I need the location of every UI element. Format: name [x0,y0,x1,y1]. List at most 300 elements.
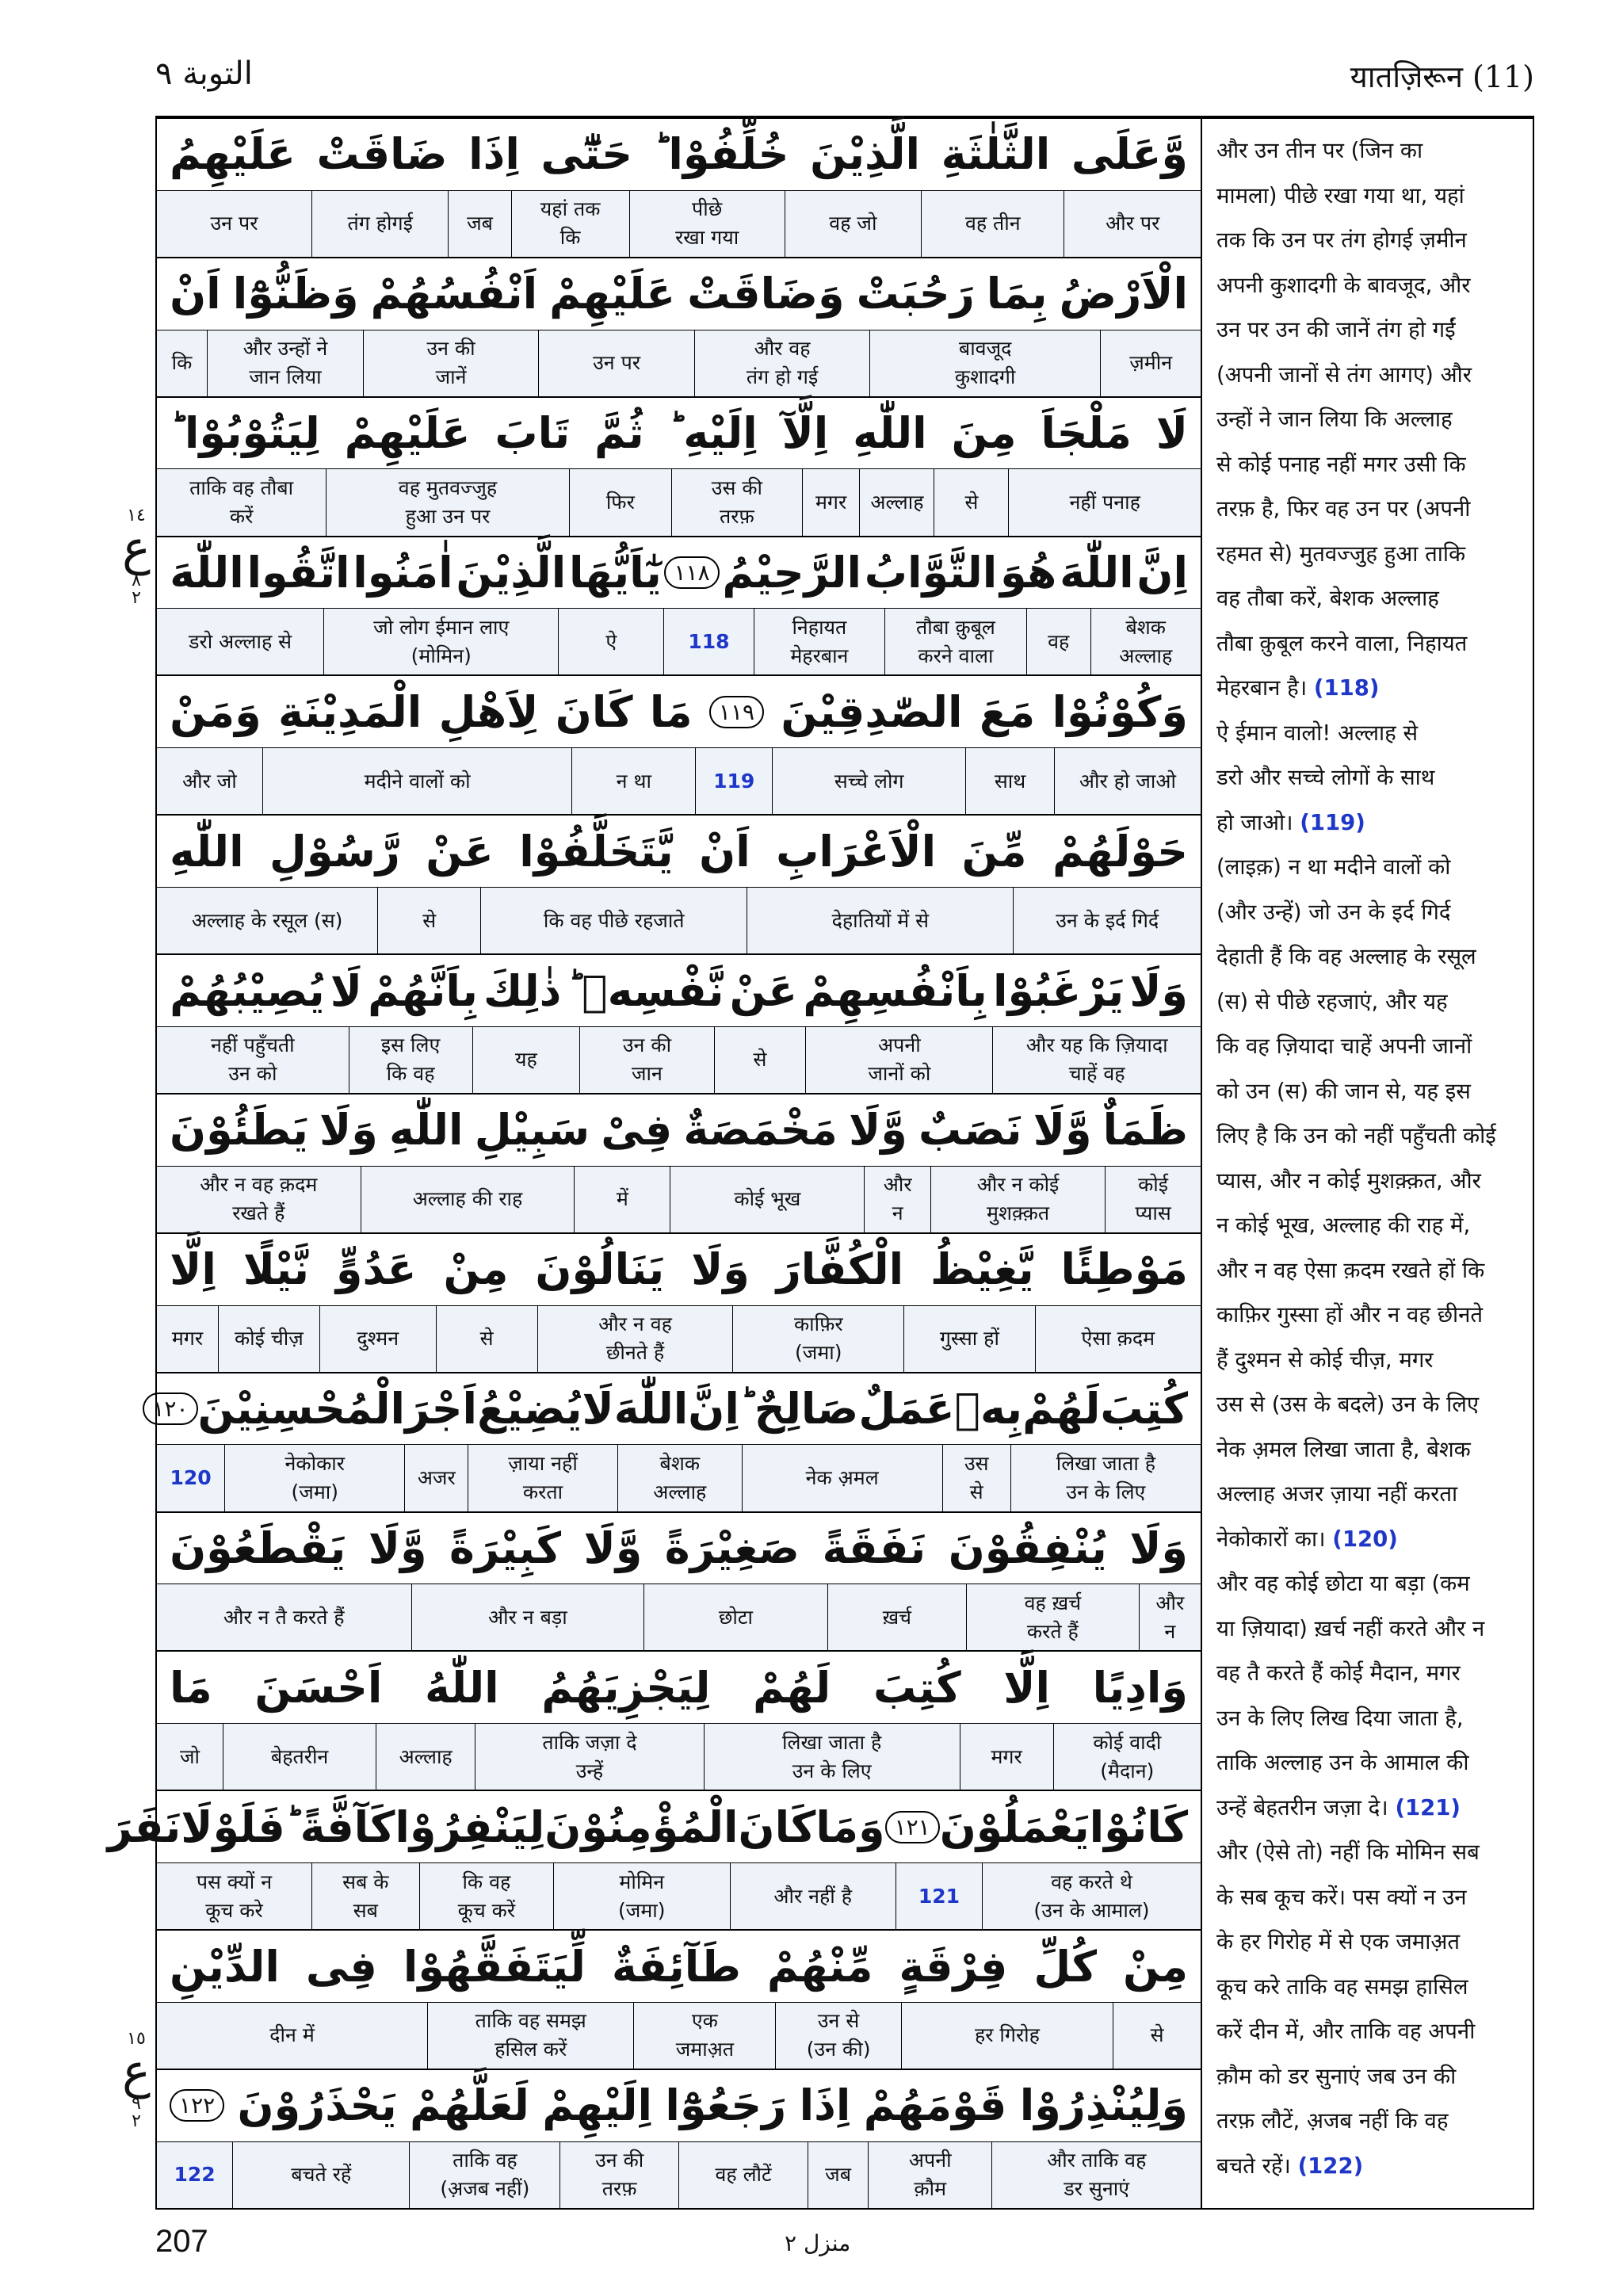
verse-line-block [157,1234,1201,1373]
word-meaning-cell: कोई चीज़ [218,1306,319,1372]
word-translation-row [157,2002,1201,2069]
ruku-verses: ٢ [132,588,141,608]
word-meaning-cell: उन से (उन की) [775,2003,901,2069]
word-translation-row [157,887,1201,953]
arabic-word: مَا [170,1662,212,1713]
arabic-line [157,1234,1201,1305]
arabic-word: حَتّٰٓى [540,129,633,180]
arabic-word: ذٰلِكَ [483,965,562,1016]
word-meaning-cell: ऐ [558,609,663,674]
arabic-line [157,119,1201,190]
word-meaning-cell: और हो जाओ [1054,748,1201,814]
arabic-line [157,955,1201,1026]
word-meaning-cell: बेशक अल्लाह [1090,609,1201,674]
arabic-word: يَرْغَبُوْا [992,965,1125,1016]
word-meaning-cell: तंग होगई [311,191,449,257]
word-meaning-cell: से [377,888,480,953]
arabic-word: بِاَنْفُسِهِمْ [803,965,987,1016]
arabic-word: رَّسُوْلِ [269,826,400,877]
word-meaning-cell: बेशक अल्लाह [617,1445,742,1511]
arabic-word: اللّٰهَ [1060,547,1134,598]
word-meaning-cell: छोटा [643,1584,827,1650]
word-meaning-cell: उन की जान [579,1027,713,1093]
arabic-word: مِنْ [1122,1941,1188,1992]
arabic-word: فِرْقَةٍ [899,1941,1008,1992]
word-meaning-cell: से [714,1027,806,1093]
word-meaning-cell: अपनी क़ौम [868,2142,991,2208]
verse-line-block [157,1652,1201,1791]
verse-line-block [157,2070,1201,2208]
arabic-word: بِهٖ [954,1384,1023,1435]
arabic-line [157,1652,1201,1723]
verse-line-block [157,119,1201,258]
word-meaning-cell: और न बड़ा [411,1584,644,1650]
arabic-word: تَابَ [495,408,571,459]
arabic-word: اَحْسَنَ [254,1662,383,1713]
verse-number: (121) [1395,1794,1461,1820]
word-meaning-cell: नहीं पहुँचती उन को [211,1033,295,1086]
word-meaning-cell: मोमिन (जमा) [553,1863,730,1929]
word-meaning-cell: जो [180,1744,200,1768]
arabic-word: عَلَيْهِمُ [170,129,296,180]
arabic-word: وَّلَا [583,1522,643,1573]
arabic-word: اَجْرَ [405,1384,478,1435]
arabic-word: حَوْلَهُمْ [1052,826,1188,877]
arabic-word: وَلَا [1129,1522,1188,1573]
verse-line-block [157,1513,1201,1652]
translation-segment: (लाइक़) न था मदीने वालों को (और उन्हें) जो उन के इर्द गिर्द देहाती हैं कि वह अल्लाह के रसूल (स) से पीछे रहजाएं, और यह कि वह ज़ियादा चाहें अपनी जानों को उन (स) की जान से, यह इस लिए है कि उन को नहीं पहुँचती कोई प्यास, और न कोई मुशक़्क़त, और न कोई भूख, अल्लाह की राह में, और न वह ऐसा क़दम रखते हों कि काफ़िर गुस्सा हों और न वह छीनते हैं दुश्मन से कोई चीज़, मगर उस से (उस के बदले) उन के लिए नेक अ़मल लिखा जाता है, बेशक अल्लाह अजर ज़ाया नहीं करता नेकोकारों का। [1216,854,1496,1552]
arabic-word: مَا [649,686,693,737]
verse-line-block [157,955,1201,1095]
word-meaning-cell: उन के इर्द गिर्द [1013,888,1201,953]
word-translation-row [157,1166,1201,1232]
word-meaning-cell: फिर [569,469,671,535]
verse-number: (120) [1332,1526,1398,1552]
arabic-word: اِلَّا [170,1244,216,1295]
arabic-word: يٰٓاَيُّهَا [568,547,662,598]
arabic-word: الثَّلٰثَةِ [941,129,1051,180]
word-translation-row [157,1862,1201,1929]
arabic-word: اِلَّا [1003,1662,1050,1713]
word-meaning-cell: से [436,1306,537,1372]
arabic-word: لَعَلَّهُمْ [410,2080,529,2131]
arabic-word: كُتِبَ [873,1662,961,1713]
word-meaning-cell: जब [808,2142,868,2208]
ruku-verses: ٢ [132,2111,141,2131]
arabic-word: يَّغِيْظُ [930,1244,1034,1295]
arabic-line [152,1373,1201,1445]
word-meaning-cell: ताकि वह समझ हसिल करें [427,2003,633,2069]
arabic-word: وَلَا [1129,965,1188,1016]
ayah-number-marker: ١١٨ [664,556,719,589]
word-meaning-cell: उस की तरफ़ [671,469,802,535]
word-meaning-cell: साथ [965,748,1054,814]
arabic-word: يَقْطَعُوْنَ [170,1522,346,1573]
word-meaning-cell: काफ़िर (जमा) [732,1306,903,1372]
arabic-word: وَلِيُنْذِرُوْا [1019,2080,1188,2131]
arabic-word: عَلَيْهِمْ [344,408,471,459]
arabic-word: مِنْ [443,1244,509,1295]
arabic-word: لِيَتُوْبُوْا ؕ [170,408,320,459]
verse-line-block [152,1373,1201,1513]
arabic-word: مِّنَ [961,826,1027,877]
verse-line-block [157,258,1201,398]
arabic-word: يَطَئُوْنَ [170,1105,308,1156]
arabic-word: الرَّحِيْمُ [722,547,862,598]
ruku-mark-1 [119,507,154,607]
word-meaning-cell: ताकि जज़ा दे उन्हें [475,1724,704,1790]
verse-number: (122) [1297,2153,1364,2179]
word-meaning-cell: कि [171,351,193,375]
arabic-line [157,398,1201,469]
arabic-word: يَعْمَلُوْنَ [939,1801,1090,1852]
arabic-word: الْكُفَّارَ [776,1244,904,1295]
verse-number-cell: 119 [695,748,772,814]
arabic-word: الْمُحْسِنِيْنَ [197,1384,406,1435]
word-meaning-cell: नेक अ़मल [742,1445,942,1511]
word-translation-row [157,190,1201,257]
arabic-word: يَنَالُوْنَ [535,1244,665,1295]
arabic-word: اتَّقُوا [246,547,350,598]
verse-number: (118) [1313,675,1380,701]
word-meaning-cell: उन की तरफ़ [559,2142,678,2208]
arabic-word: نَّيْلًا [242,1244,310,1295]
arabic-word: ضَاقَتْ [316,129,448,180]
word-meaning-cell: और उन्हों ने जान लिया [207,330,363,396]
arabic-word: قَوْمَهُمْ [863,2080,1007,2131]
arabic-word: نَّفْسِهٖ ؕ [567,965,724,1016]
arabic-word: عَنْ [426,826,494,877]
word-translation-row [157,468,1201,535]
word-translation-row [157,1584,1201,1650]
word-meaning-cell: दीन में [269,2023,315,2047]
translation-segment: और उन तीन पर (जिन का मामला) पीछे रखा गया था, यहां तक कि उन पर तंग होगई ज़मीन अपनी कुशादगी के बावजूद, और उन पर उन की जानें तंग हो गईं (अपनी जानों से तंग आगए) और उन्हों ने जान लिया कि अल्लाह से कोई पनाह नहीं मगर उसी कि तरफ़ है, फिर वह उन पर (अपनी रहमत से) मुतवज्जुह हुआ ताकि वह तौबा करें, बेशक अल्लाह तौबा क़ुबूल करने वाला, निहायत मेहरबान है। [1216,138,1472,701]
arabic-word: الْمَدِيْنَةِ [277,686,422,737]
arabic-word: وَظَنُّوْٓا [232,269,359,319]
arabic-word: الَّذِيْنَ [810,129,921,180]
verse-line-block [157,816,1201,955]
arabic-word: بِاَنَّهُمْ [368,965,478,1016]
word-translation-row [157,1444,1201,1511]
word-meaning-cell: सच्चे लोग [772,748,965,814]
arabic-word: رَجَعُوْٓا [665,2080,787,2131]
arabic-word: ثُمَّ [594,408,644,459]
word-meaning-cell: कोई प्यास [1105,1167,1201,1232]
word-meaning-cell: उन पर [210,212,258,235]
verse-number-cell: 121 [896,1863,982,1929]
arabic-word: لِيَنْفِرُوْا [395,1801,545,1852]
arabic-word: اللّٰهَ [170,547,244,598]
ruku-number: ٨ [132,571,141,590]
arabic-word: خُلِّفُوْا ؕ [653,129,789,180]
word-meaning-cell: बचते रहें [232,2142,409,2208]
arabic-word: هُوَ [1000,547,1057,598]
arabic-line [157,537,1201,609]
arabic-word: نَفَرَ [107,1801,181,1852]
arabic-word: اللّٰهَ [613,1384,689,1435]
ruku-mark-2 [119,2030,154,2130]
word-meaning-cell: वह ख़र्च करते हैं [966,1584,1138,1650]
para-name: यातज़िरून (11) [1350,59,1534,94]
translation-segment: और (ऐसे तो) नहीं कि मोमिन सब के सब कूच करें। पस क्यों न उन के हर गिरोह में से एक जमाअ़त कूच करे ताकि वह समझ हासिल करें दीन में, और ताकि वह अपनी क़ौम को डर सुनाएं जब उन की तरफ़ लौटें, अ़जब नहीं कि वह बचते रहें। [1216,1839,1480,2179]
arabic-word: اِلَّآ [781,408,829,459]
arabic-word: فَلَوْلَا [181,1801,285,1852]
word-meaning-cell: उन पर [538,330,694,396]
ruku-total: ١٤ [127,506,146,525]
arabic-word: لِّيَتَفَقَّهُوْا [403,1941,586,1992]
ruku-glyph: ع [122,521,151,576]
arabic-word: اٰمَنُوا [353,547,453,598]
ayah-number-marker: ١١٩ [709,696,764,728]
verse-line-block [107,1791,1201,1931]
word-meaning-cell: में [574,1167,670,1232]
word-meaning-cell: से [1113,2003,1201,2069]
word-translation-row [157,330,1201,396]
arabic-word: عَدُوٍّ [335,1244,417,1295]
arabic-word: لِاَهْلِ [438,686,539,737]
arabic-word: سَبِيْلِ [474,1105,590,1156]
arabic-word: وَمَنْ [170,686,262,737]
arabic-word: لَا [1155,408,1188,459]
word-meaning-cell: ताकि वह तौबा करें [189,476,294,529]
arabic-word: اللّٰهِ [388,1105,464,1156]
arabic-word: نَفَقَةً [822,1522,926,1573]
word-meaning-cell: न था [571,748,695,814]
word-meaning-cell: एक जमाअ़त [633,2003,775,2069]
arabic-word: لَا [582,1384,614,1435]
word-meaning-cell: और न तै करते हैं [223,1605,345,1629]
arabic-word: يَحْذَرُوْنَ [237,2080,397,2131]
word-meaning-cell: नेकोकार (जमा) [224,1445,404,1511]
translation-column [1202,117,1534,2210]
arabic-word: صَالِحٌ ؕ [739,1384,859,1435]
arabic-word: اَنْفُسُهُمْ [370,269,538,319]
word-meaning-cell: अल्लाह की राह [361,1167,575,1232]
arabic-word: وَكُوْنُوْا [1052,686,1188,737]
word-meaning-cell: अल्लाह के रसूल (स) [191,908,343,932]
word-meaning-cell: अजर [404,1445,468,1511]
word-meaning-cell: निहायत मेहरबान [754,609,885,674]
translation-segment: ऐ ईमान वालो! अल्लाह से डरो और सच्चे लोगों के साथ हो जाओ। [1216,720,1435,835]
word-meaning-cell: और न [864,1167,930,1232]
arabic-word: نَصَبٌ [918,1105,1022,1156]
word-meaning-cell: ज़ाया नहीं करता [468,1445,617,1511]
word-meaning-cell: जो लोग ईमान लाए (मोमिन) [323,609,558,674]
word-meaning-cell: मदीने वालों को [262,748,572,814]
word-meaning-cell: और यह कि ज़ियादा चाहें वह [992,1027,1201,1093]
arabic-word: كَانَ [738,1801,816,1852]
ruku-total: ١٥ [127,2029,146,2049]
arabic-word: وَّلَا [849,1105,907,1156]
surah-name: التوبة ٩ [155,55,253,92]
arabic-word: وَمَا [815,1801,885,1852]
arabic-word: يَّتَخَلَّفُوْا [519,826,674,877]
ayah-number-marker: ١٢١ [885,1811,940,1843]
arabic-word: الْمُؤْمِنُوْنَ [544,1801,739,1852]
arabic-word: مِّنْهُمْ [766,1941,873,1992]
word-meaning-cell: कोई वादी (मैदान) [1053,1724,1201,1790]
arabic-line [157,676,1201,747]
arabic-word: مِنَ [951,408,1017,459]
word-meaning-cell: वह मुतवज्जुह हुआ उन पर [326,469,568,535]
arabic-word: اللّٰهُ [425,1662,499,1713]
word-meaning-cell: जब [448,191,510,257]
word-meaning-cell: और नहीं है [730,1863,896,1929]
word-meaning-cell: और न वह क़दम रखते हैं [200,1173,318,1225]
page-header [155,55,1534,101]
arabic-word: عَلَيْهِمْ [549,269,676,319]
arabic-word: مَعَ [979,686,1036,737]
arabic-word: يُنْفِقُوْنَ [948,1522,1107,1573]
manzil-label: منزل ٢ [785,2230,851,2256]
word-meaning-cell: कोई भूख [670,1167,864,1232]
arabic-word: اِلَيْهِمْ [542,2080,653,2131]
word-meaning-cell: अपनी जानों को [805,1027,992,1093]
translation-text [1216,128,1522,2188]
word-meaning-cell: बेहतरीन [223,1724,376,1790]
word-meaning-cell: और ताकि वह डर सुनाएं [991,2142,1201,2208]
arabic-word: كَآفَّةً ؕ [285,1801,395,1852]
arabic-word: اَنْ [170,269,221,319]
arabic-word: اِذَا [799,2080,851,2131]
arabic-word: الْاَعْرَابِ [776,826,937,877]
verse-line-block [157,1095,1201,1234]
word-meaning-cell: ज़मीन [1100,330,1201,396]
word-translation-row [157,608,1201,674]
arabic-word: مَخْمَصَةٌ [683,1105,838,1156]
word-meaning-cell: वह [1026,609,1090,674]
arabic-line [157,2070,1201,2141]
word-meaning-cell: मगर [802,469,860,535]
ruku-number: ٩ [132,2094,141,2114]
arabic-word: وَّلَا [368,1522,427,1573]
word-translation-row [157,747,1201,814]
arabic-word: لَا [330,965,362,1016]
arabic-word: اللّٰهِ [853,408,927,459]
word-meaning-cell: से [934,469,1008,535]
arabic-word: كُتِبَ [1100,1384,1188,1435]
ayah-number-marker: ١٢٢ [170,2089,224,2122]
word-meaning-cell: अल्लाह [376,1724,475,1790]
verse-number-cell: 120 [170,1466,212,1490]
arabic-word: وَلَا [319,1105,378,1156]
arabic-word: اِلَيْهِ ؕ [668,408,758,459]
word-meaning-cell: ऐसा क़दम [1035,1306,1201,1372]
arabic-word: الصّٰدِقِيْنَ [781,686,963,737]
arabic-word: وَادِيًا [1092,1662,1188,1713]
word-meaning-cell: ताकि वह (अ़जब नहीं) [409,2142,559,2208]
word-meaning-cell: यहां तक कि [511,191,629,257]
arabic-word: وَضَاقَتْ [687,269,845,319]
word-meaning-cell: सब के सब [311,1863,419,1929]
word-meaning-cell: वह जो [785,191,922,257]
verse-line-block [157,1931,1201,2070]
verse-number: (119) [1300,809,1365,835]
word-meaning-cell: इस लिए कि वह [349,1027,472,1093]
word-meaning-cell: डरो अल्लाह से [189,629,292,653]
ayah-number-marker: ١٢٠ [143,1392,197,1425]
word-meaning-cell: कि वह कूच करें [419,1863,553,1929]
word-meaning-cell: और न कोई मुशक़्क़त [930,1167,1105,1232]
arabic-word: التَّوَّابُ [864,547,998,598]
arabic-word: طَآئِفَةٌ [611,1941,741,1992]
word-meaning-cell: उस से [942,1445,1010,1511]
word-meaning-cell: लिखा जाता है उन के लिए [1010,1445,1201,1511]
word-meaning-cell: दुश्मन [319,1306,436,1372]
arabic-line [157,1095,1201,1166]
word-meaning-cell: मगर [960,1724,1053,1790]
arabic-word: يُضِيْعُ [477,1384,582,1435]
arabic-word: فِىْ [601,1105,673,1156]
word-meaning-cell: और न [1139,1584,1201,1650]
translation-segment: और वह कोई छोटा या बड़ा (कम या ज़ियादा) ख़र्च नहीं करते और न वह तै करते हैं कोई मैदान, मगर उन के लिए लिख दिया जाता है, ताकि अल्लाह उन के आमाल की उन्हें बेहतरीन जज़ा दे। [1216,1571,1485,1820]
arabic-word: فِى [305,1941,377,1992]
word-meaning-cell: और जो [182,769,237,793]
arabic-word: كَانَ [555,686,633,737]
arabic-line [157,1513,1201,1584]
word-meaning-cell: देहातियों में से [747,888,1013,953]
ruku-glyph: ع [122,2044,151,2099]
word-meaning-cell: कि वह पीछे रहजाते [480,888,747,953]
arabic-word: اِنَّ [688,1384,739,1435]
arabic-word: وَّعَلَى [1071,129,1188,180]
word-meaning-cell: अल्लाह [859,469,934,535]
arabic-word: ظَمَاٌ [1102,1105,1188,1156]
arabic-word: الَّذِيْنَ [456,547,567,598]
arabic-word: لَهُمْ [753,1662,831,1713]
arabic-word: رَحُبَتْ [856,269,975,319]
verse-line-block [157,537,1201,677]
verse-line-block [157,398,1201,537]
arabic-line [157,1931,1201,2002]
verse-number-cell: 122 [174,2163,216,2187]
word-meaning-cell: वह करते थे (उन के आमाल) [982,1863,1201,1929]
page-number: 207 [155,2224,208,2259]
arabic-word: كُلِّ [1033,1941,1097,1992]
word-translation-row [157,1723,1201,1790]
arabic-word: اَنْ [699,826,750,877]
arabic-word: مَلْجَاَ [1041,408,1132,459]
arabic-line [107,1791,1201,1862]
arabic-word: صَغِيْرَةً [664,1522,800,1573]
arabic-word: اللّٰهِ [170,826,244,877]
word-meaning-cell: गुस्सा हों [903,1306,1035,1372]
word-meaning-cell: तौबा क़ुबूल करने वाला [884,609,1026,674]
word-meaning-cell: यह [472,1027,580,1093]
verse-line-block [157,676,1201,816]
word-meaning-cell: बावजूद कुशादगी [869,330,1100,396]
arabic-word: اِذَا [468,129,520,180]
word-meaning-cell: मगर [171,1327,204,1350]
arabic-word: وَلَا [691,1244,750,1295]
arabic-word: يُصِيْبُهُمْ [170,965,325,1016]
word-translation-row [157,1305,1201,1372]
verse-number-cell: 118 [663,609,753,674]
word-meaning-cell: पीछे रखा गया [629,191,785,257]
word-meaning-cell: वह तीन [921,191,1064,257]
arabic-word: بِمَا [986,269,1048,319]
arabic-word: كَانُوْا [1089,1801,1188,1852]
word-meaning-cell: और वह तंग हो गई [694,330,869,396]
arabic-word: عَنْ [729,965,798,1016]
arabic-word: كَبِيْرَةً [449,1522,561,1573]
arabic-word: لَهُمْ [1022,1384,1101,1435]
word-meaning-cell: लिखा जाता है उन के लिए [704,1724,960,1790]
arabic-word: لِيَجْزِيَهُمُ [541,1662,711,1713]
word-meaning-cell: पस क्यों न कूच करे [196,1870,273,1922]
word-translation-row [157,1026,1201,1093]
word-translation-row [157,2141,1201,2208]
